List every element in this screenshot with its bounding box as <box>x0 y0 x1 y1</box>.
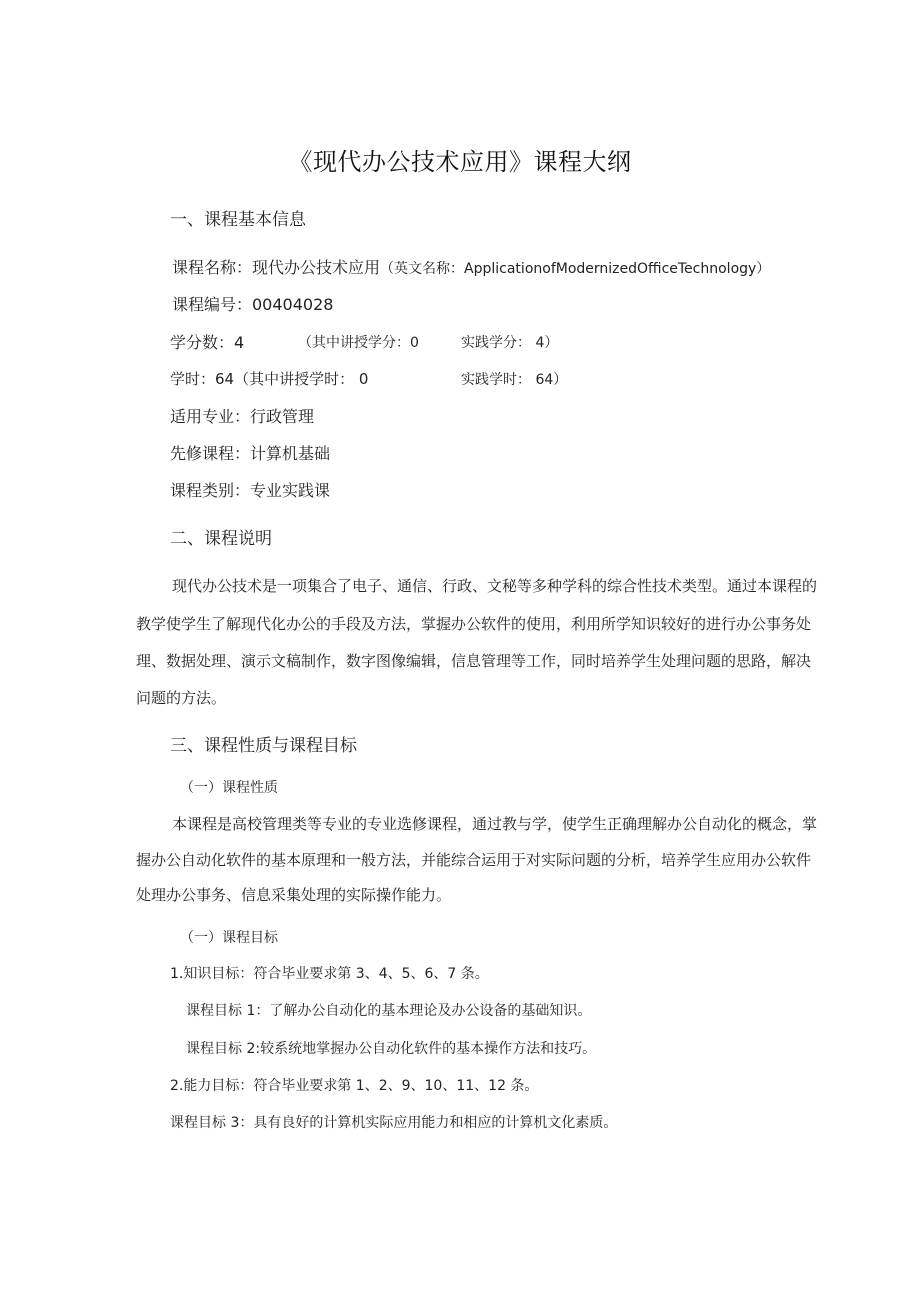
course-goal-2: 课程目标 2:较系统地掌握办公自动化软件的基本操作方法和技巧。 <box>186 1041 597 1057</box>
nature-line: 握办公自动化软件的基本原理和一般方法，并能综合运用于对实际问题的分析，培养学生应用办公软件 <box>136 851 812 869</box>
course-goal-3: 课程目标 3：具有良好的计算机实际应用能力和相应的计算机文化素质。 <box>170 1115 618 1131</box>
course-name-label: 课程名称： <box>172 258 253 277</box>
credits-lecture: （其中讲授学分：0 <box>298 335 419 351</box>
document-title: 《现代办公技术应用》课程大纲 <box>288 148 632 176</box>
section3-heading: 三、课程性质与课程目标 <box>170 736 357 756</box>
knowledge-goal: 1.知识目标：符合毕业要求第 3、4、5、6、7 条。 <box>170 966 489 982</box>
nature-line: 本课程是高校管理类等专业的专业选修课程，通过教与学，使学生正确理解办公自动化的概念，掌 <box>172 815 818 833</box>
subsection-goals-heading: （一）课程目标 <box>180 930 278 946</box>
course-name-line <box>172 260 770 276</box>
ability-goal: 2.能力目标：符合毕业要求第 1、2、9、10、11、12 条。 <box>170 1078 539 1094</box>
course-goal-1: 课程目标 1：了解办公自动化的基本理论及办公设备的基础知识。 <box>186 1003 592 1019</box>
section1-heading: 一、课程基本信息 <box>170 210 306 230</box>
section2-line: 问题的方法。 <box>136 689 227 707</box>
section2-line: 现代办公技术是一项集合了电子、通信、行政、文秘等多种学科的综合性技术类型。通过本课程的 <box>172 577 818 595</box>
course-english-name: （英文名称：ApplicationofModernizedOfficeTechnology） <box>380 261 771 277</box>
subsection-nature-heading: （一）课程性质 <box>180 780 278 796</box>
section2-line: 教学使学生了解现代化办公的手段及方法，掌握办公软件的使用，利用所学知识较好的进行办公事务处 <box>136 615 812 633</box>
applicable-major: 适用专业：行政管理 <box>170 407 315 426</box>
course-name-value: 现代办公技术应用 <box>252 258 381 277</box>
course-category: 课程类别：专业实践课 <box>170 481 331 500</box>
hours-practice: 实践学时： 64） <box>461 372 568 388</box>
course-code: 课程编号：00404028 <box>172 295 334 314</box>
section2-heading: 二、课程说明 <box>170 529 272 549</box>
credits-practice: 实践学分： 4） <box>461 335 559 351</box>
prerequisite-course: 先修课程：计算机基础 <box>170 444 331 463</box>
section2-line: 理、数据处理、演示文稿制作，数字图像编辑，信息管理等工作，同时培养学生处理问题的思路，解决 <box>136 652 812 670</box>
nature-line: 处理办公事务、信息采集处理的实际操作能力。 <box>136 886 452 904</box>
credits: 学分数：4 <box>170 333 245 352</box>
hours: 学时：64（其中讲授学时： 0 <box>170 370 369 388</box>
